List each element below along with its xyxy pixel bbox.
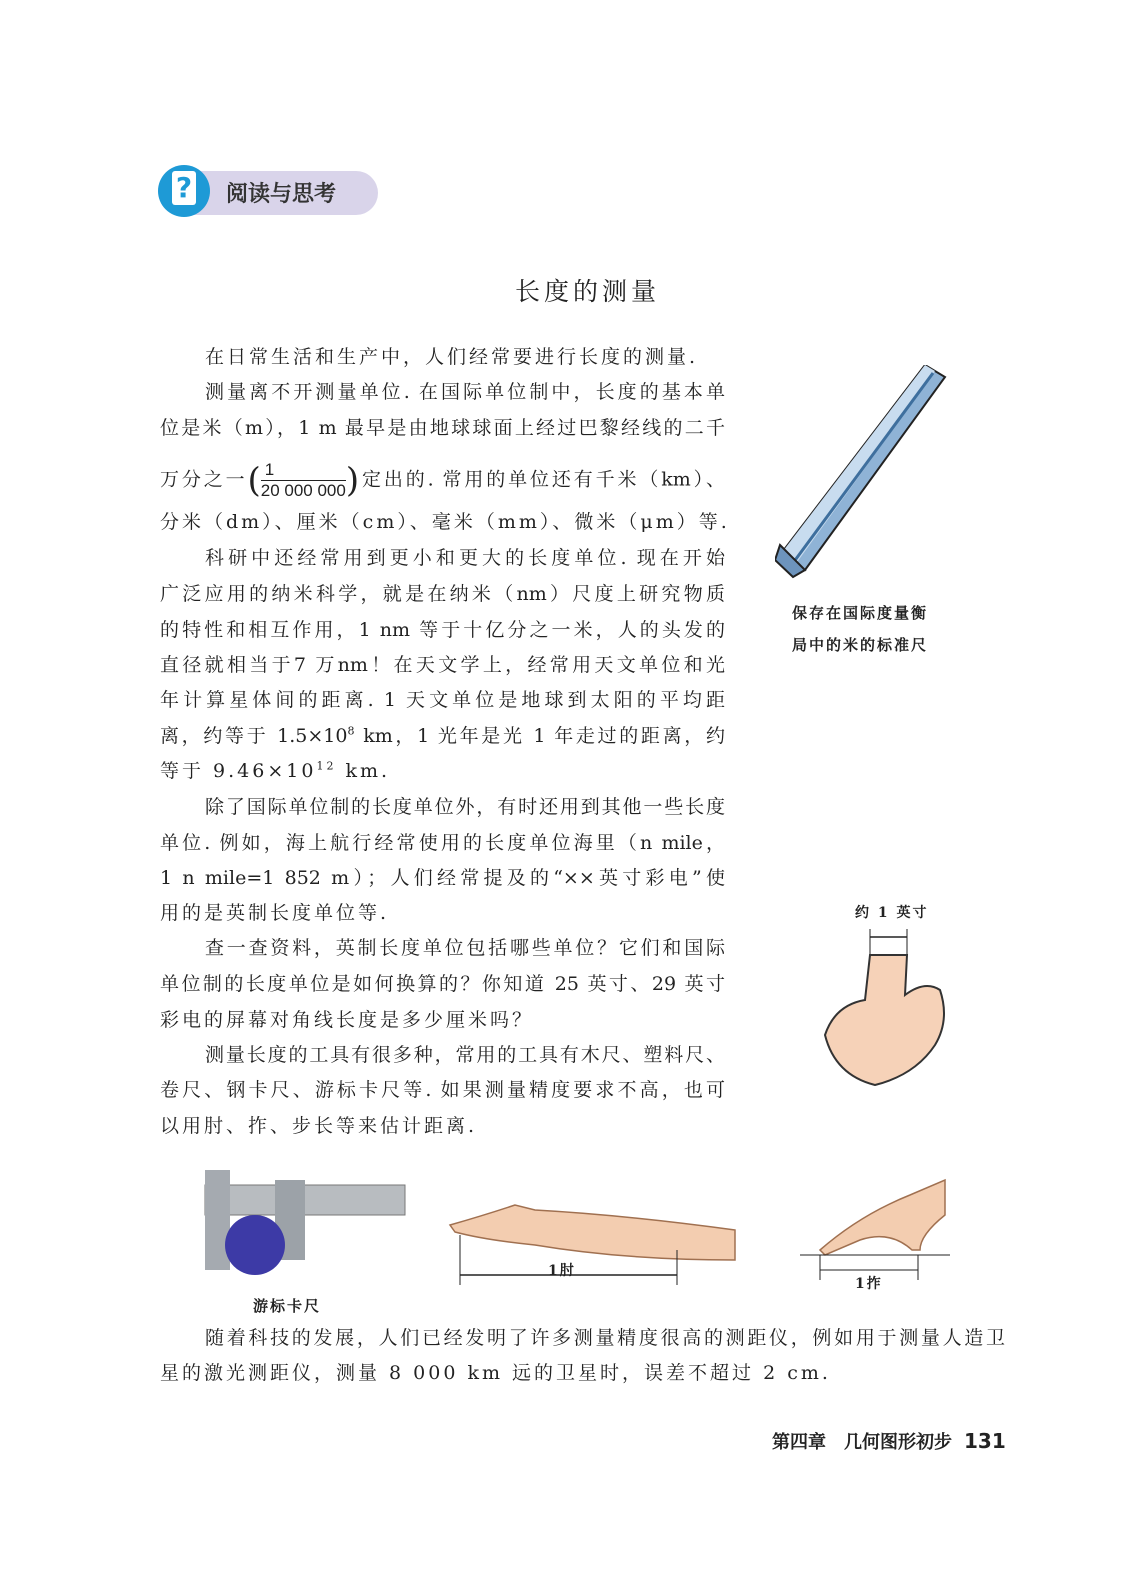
hand-span-image (800, 1175, 950, 1285)
article-title: 长度的测量 (514, 277, 660, 306)
fraction (261, 460, 346, 501)
text-line: 查一查资料，英制长度单位包括哪些单位？它们和国际 (205, 937, 725, 959)
text: 万分之一 (160, 468, 248, 491)
text-line-fraction: 万分之一( $\frac{1}{20 000 000}$ )定出的. 常用的单位还有千米（km）、 (160, 460, 725, 501)
text-line: 彩电的屏幕对角线长度是多少厘米吗？ (160, 1009, 535, 1031)
chapter-title: 第四章 几何图形初步 (772, 1432, 952, 1453)
vernier-caliper-image (200, 1160, 410, 1280)
span-label: 1拃 (855, 1276, 883, 1292)
text-line: 用的是英制长度单位等. (160, 902, 390, 924)
text-line (160, 756, 725, 786)
text: 离，约等于 1.5×10 (160, 725, 348, 747)
text-line: 单位. 例如，海上航行经常使用的长度单位海里（n mile， (160, 832, 725, 854)
text-line: 以用肘、拃、步长等来估计距离. (160, 1115, 478, 1137)
text-line: 广泛应用的纳米科学，就是在纳米（nm）尺度上研究物质 (160, 583, 725, 605)
text-line: 的特性和相互作用，1 nm 等于十亿分之一米，人的头发的 (160, 619, 725, 641)
text-line: 除了国际单位制的长度单位外，有时还用到其他一些长度 (205, 796, 725, 818)
forearm-elbow-image (445, 1190, 745, 1290)
text-line: 单位制的长度单位是如何换算的？你知道 25 英寸、29 英寸 (160, 973, 725, 995)
text-line: 科研中还经常用到更小和更大的长度单位. 现在开始 (205, 547, 725, 569)
text-line: 卷尺、钢卡尺、游标卡尺等. 如果测量精度要求不高，也可 (160, 1079, 725, 1101)
text-line: 测量离不开测量单位. 在国际单位制中，长度的基本单 (205, 381, 725, 403)
text-line: 1 n mile=1 852 m）；人们经常提及的“××英寸彩电”使 (160, 867, 725, 889)
text-line: 年计算星体间的距离. 1 天文单位是地球到太阳的平均距 (160, 689, 725, 711)
text-line: 星的激光测距仪，测量 8 000 km 远的卫星时，误差不超过 2 cm. (160, 1362, 831, 1384)
elbow-label: 1肘 (548, 1263, 576, 1279)
badge-label: 阅读与思考 (226, 182, 337, 207)
text: 等于 9.46×10 (160, 760, 317, 782)
caliper-caption: 游标卡尺 (253, 1297, 322, 1315)
text: km，1 光年是光 1 年走过的距离，约 (354, 725, 725, 747)
text-line: 直径就相当于7 万nm！在天文学上，经常用天文单位和光 (160, 654, 725, 676)
section-badge (158, 165, 380, 217)
text-line: 随着科技的发展，人们已经发明了许多测量精度很高的测距仪，例如用于测量人造卫 (205, 1327, 1005, 1349)
text: km. (336, 760, 391, 782)
page-number: 131 (964, 1429, 1006, 1453)
text: 定出的. 常用的单位还有千米（km）、 (359, 468, 725, 491)
numerator: 1 (261, 460, 346, 481)
text-line: 位是米（m），1 m 最早是由地球球面上经过巴黎经线的二千 (160, 417, 725, 439)
standard-meter-bar-image (775, 365, 955, 580)
thumb-inch-image (815, 925, 955, 1090)
exponent: 12 (316, 759, 337, 773)
meter-caption: 局中的米的标准尺 (792, 636, 929, 654)
page-footer (772, 1428, 1006, 1454)
meter-caption: 保存在国际度量衡 (792, 604, 929, 622)
text-line: 测量长度的工具有很多种，常用的工具有木尺、塑料尺、 (205, 1044, 725, 1066)
text-line: 分米（dm）、厘米（cm）、毫米（mm）、微米（μm）等. (160, 511, 730, 533)
exponent: 8 (347, 724, 355, 738)
text-line (160, 721, 725, 751)
denominator: 20 000 000 (260, 481, 346, 500)
question-book-icon: ? (158, 165, 210, 217)
text-line: 在日常生活和生产中，人们经常要进行长度的测量. (205, 346, 699, 368)
inch-label: 约 1 英寸 (855, 905, 929, 921)
